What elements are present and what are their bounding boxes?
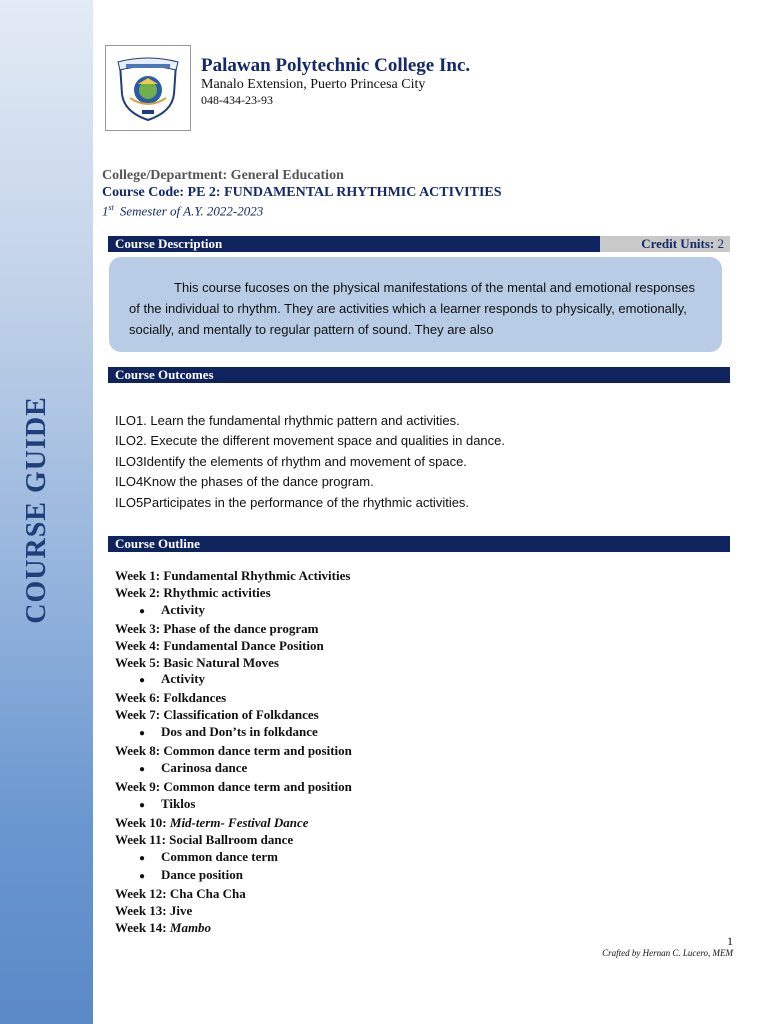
outcomes-list <box>115 411 505 513</box>
bullet-icon: ● <box>139 763 146 775</box>
week-topic: Folkdances <box>163 690 227 706</box>
week-label: Week 13: <box>115 903 170 919</box>
subitem-text: Dance position <box>161 867 243 883</box>
course-outline-list <box>115 568 352 937</box>
week-topic: Mid-term- Festival Dance <box>169 814 309 830</box>
week-topic: Phase of the dance program <box>163 620 319 636</box>
subitem-text: Tiklos <box>161 795 196 811</box>
course-guide-title: COURSE GUIDE <box>21 396 52 624</box>
school-address: Manalo Extension, Puerto Princesa City <box>201 77 426 92</box>
outline-week <box>115 568 352 585</box>
page-number: 1 <box>727 934 733 948</box>
department-line: College/Department: General Education <box>102 168 344 183</box>
outline-week <box>115 707 352 724</box>
outline-week <box>115 621 352 638</box>
week-label: Week 3: <box>115 620 164 636</box>
outline-subitem <box>115 724 352 743</box>
credit-units-label <box>600 236 730 252</box>
outline-subitem <box>115 796 352 815</box>
outline-week <box>115 832 352 849</box>
credit-value: 2 <box>717 236 724 251</box>
course-outcomes-header: Course Outcomes <box>108 367 730 383</box>
outline-week <box>115 815 352 832</box>
outline-week <box>115 779 352 796</box>
week-topic: Mambo <box>169 920 212 936</box>
bullet-icon: ● <box>139 605 146 617</box>
week-topic: Classification of Folkdances <box>163 707 319 723</box>
semester-line <box>102 203 263 219</box>
week-label: Week 4: <box>115 637 164 653</box>
course-description-box <box>109 257 722 352</box>
outcome-item: ILO2. Execute the different movement space and qualities in dance. <box>115 433 505 449</box>
credit-label: Credit Units: <box>641 236 715 251</box>
week-topic: Rhythmic activities <box>163 584 271 600</box>
week-label: Week 14: <box>115 920 170 936</box>
week-topic: Basic Natural Moves <box>163 654 279 670</box>
outline-subitem <box>115 849 352 868</box>
week-label: Week 11: <box>115 831 170 847</box>
course-description-header: Course Description <box>108 236 730 252</box>
week-topic: Common dance term and position <box>163 743 352 759</box>
outcome-item: ILO4Know the phases of the dance program. <box>115 474 374 490</box>
week-topic: Fundamental Rhythmic Activities <box>163 568 351 583</box>
school-name: Palawan Polytechnic College Inc. <box>201 55 471 76</box>
subitem-text: Dos and Don’ts in folkdance <box>161 724 318 740</box>
subitem-text: Common dance term <box>161 848 278 864</box>
sidebar-gradient <box>0 0 93 1024</box>
subitem-text: Activity <box>161 671 206 687</box>
outline-week <box>115 920 352 937</box>
outline-subitem <box>115 602 352 621</box>
outline-subitem <box>115 867 352 886</box>
week-topic: Cha Cha Cha <box>169 886 246 902</box>
outline-week <box>115 638 352 655</box>
week-topic: Jive <box>169 903 193 919</box>
week-label: Week 8: <box>115 743 164 759</box>
school-phone: 048-434-23-93 <box>201 93 273 107</box>
school-logo <box>105 45 191 131</box>
week-topic: Fundamental Dance Position <box>163 637 324 653</box>
week-label: Week 6: <box>115 690 164 706</box>
outline-subitem <box>115 671 352 690</box>
week-label: Week 7: <box>115 707 164 723</box>
outline-week <box>115 690 352 707</box>
bullet-icon: ● <box>139 852 146 864</box>
semester-suffix: st <box>108 203 114 212</box>
week-label: Week 1: <box>115 568 164 583</box>
week-label: Week 12: <box>115 886 170 902</box>
subitem-text: Activity <box>161 601 206 617</box>
week-topic: Social Ballroom dance <box>169 831 294 847</box>
outcome-item: ILO1. Learn the fundamental rhythmic pattern and activities. <box>115 413 460 428</box>
bullet-icon: ● <box>139 799 146 811</box>
school-seal-icon <box>116 54 180 122</box>
course-outline-header: Course Outline <box>108 536 730 552</box>
outline-week <box>115 655 352 672</box>
bullet-icon: ● <box>139 728 146 740</box>
week-topic: Common dance term and position <box>163 778 352 794</box>
subitem-text: Carinosa dance <box>161 759 248 775</box>
week-label: Week 10: <box>115 814 170 830</box>
bullet-icon: ● <box>139 871 146 883</box>
outline-week <box>115 585 352 602</box>
course-code-line: Course Code: PE 2: FUNDAMENTAL RHYTHMIC ACTIVITIES <box>102 185 502 200</box>
week-label: Week 2: <box>115 584 164 600</box>
week-label: Week 9: <box>115 778 164 794</box>
semester-number: 1 <box>102 203 109 219</box>
outcome-item: ILO5Participates in the performance of the rhythmic activities. <box>115 494 470 510</box>
outline-week <box>115 886 352 903</box>
outline-week <box>115 903 352 920</box>
crafted-by: Crafted by Hernan C. Lucero, MEM <box>602 948 733 958</box>
semester-text: Semester of A.Y. 2022-2023 <box>119 203 264 219</box>
outline-subitem <box>115 760 352 779</box>
bullet-icon: ● <box>139 675 146 687</box>
outline-week <box>115 743 352 760</box>
course-description-text: This course fucoses on the physical manifestations of the mental and emotional responses of the individual to rhythm. They are activities which a learner responds to physically, emotionally, socially, and mentally to regular pattern of sound. They are also <box>129 280 696 337</box>
outcome-item: ILO3Identify the elements of rhythm and movement of space. <box>115 453 467 469</box>
week-label: Week 5: <box>115 654 164 670</box>
